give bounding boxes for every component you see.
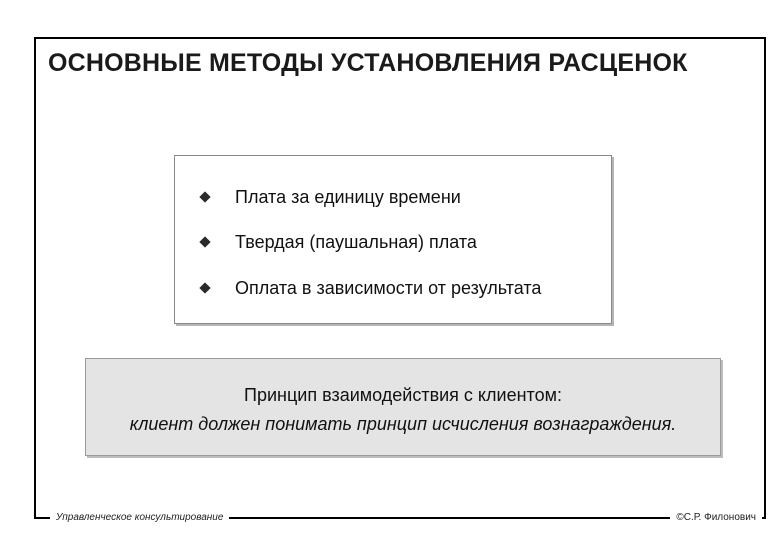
methods-box	[174, 155, 612, 324]
diamond-bullet-icon	[199, 236, 210, 247]
slide-title: ОСНОВНЫЕ МЕТОДЫ УСТАНОВЛЕНИЯ РАСЦЕНОК	[48, 49, 688, 77]
principle-heading: Принцип взаимодействия с клиентом:	[244, 385, 562, 405]
method-item	[199, 184, 461, 210]
footer-copyright: ©С.Р. Филонович	[670, 511, 762, 525]
method-item	[199, 229, 477, 255]
method-item	[199, 275, 541, 301]
method-label: Оплата в зависимости от результата	[235, 277, 542, 298]
diamond-bullet-icon	[199, 282, 210, 293]
principle-box	[85, 358, 721, 456]
principle-text: клиент должен понимать принцип исчисления вознаграждения.	[129, 414, 677, 434]
diamond-bullet-icon	[199, 191, 210, 202]
footer-course-name: Управленческое консультирование	[50, 511, 229, 525]
method-label: Твердая (паушальная) плата	[235, 231, 477, 252]
method-label: Плата за единицу времени	[235, 186, 461, 207]
